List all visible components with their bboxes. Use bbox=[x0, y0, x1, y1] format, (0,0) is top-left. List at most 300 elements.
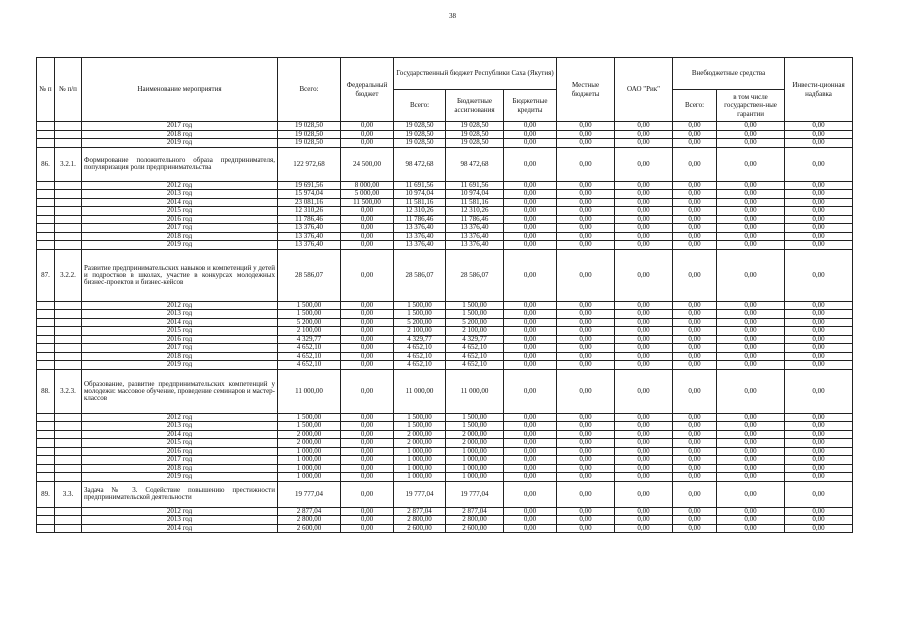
value-cell: 13 376,40 bbox=[278, 232, 341, 241]
row-code bbox=[55, 422, 82, 431]
row-code bbox=[55, 198, 82, 207]
value-cell: 0,00 bbox=[673, 224, 717, 233]
year-label: 2013 год bbox=[82, 310, 278, 319]
activity-name: Задача № 3. Содействие повышению престижности предпринимательской деятельности bbox=[82, 481, 278, 507]
value-cell: 19 777,04 bbox=[446, 481, 504, 507]
value-cell: 0,00 bbox=[615, 344, 673, 353]
value-cell: 0,00 bbox=[717, 215, 785, 224]
year-label: 2014 год bbox=[82, 430, 278, 439]
value-cell: 0,00 bbox=[557, 369, 615, 413]
value-cell: 0,00 bbox=[504, 335, 557, 344]
value-cell: 0,00 bbox=[341, 507, 394, 516]
row-number: 88. bbox=[37, 369, 55, 413]
value-cell: 2 000,00 bbox=[446, 439, 504, 448]
table-header bbox=[37, 58, 853, 122]
value-cell: 0,00 bbox=[504, 413, 557, 422]
value-cell: 0,00 bbox=[673, 439, 717, 448]
value-cell: 0,00 bbox=[504, 207, 557, 216]
value-cell: 0,00 bbox=[615, 335, 673, 344]
year-label: 2014 год bbox=[82, 198, 278, 207]
year-label: 2016 год bbox=[82, 335, 278, 344]
value-cell: 0,00 bbox=[557, 198, 615, 207]
value-cell: 0,00 bbox=[341, 249, 394, 301]
value-cell: 13 376,40 bbox=[394, 232, 446, 241]
value-cell: 0,00 bbox=[673, 524, 717, 533]
value-cell: 12 310,26 bbox=[278, 207, 341, 216]
value-cell: 24 500,00 bbox=[341, 147, 394, 181]
year-label: 2019 год bbox=[82, 361, 278, 370]
value-cell: 0,00 bbox=[615, 301, 673, 310]
value-cell: 0,00 bbox=[504, 130, 557, 139]
value-cell: 1 000,00 bbox=[278, 456, 341, 465]
year-label: 2017 год bbox=[82, 224, 278, 233]
value-cell: 0,00 bbox=[785, 181, 853, 190]
value-cell: 2 000,00 bbox=[278, 439, 341, 448]
value-cell: 0,00 bbox=[504, 241, 557, 250]
value-cell: 1 500,00 bbox=[446, 301, 504, 310]
value-cell: 11 500,00 bbox=[341, 198, 394, 207]
value-cell: 0,00 bbox=[504, 369, 557, 413]
value-cell: 23 081,16 bbox=[278, 198, 341, 207]
value-cell: 11 000,00 bbox=[394, 369, 446, 413]
value-cell: 0,00 bbox=[785, 232, 853, 241]
value-cell: 1 000,00 bbox=[446, 464, 504, 473]
value-cell: 0,00 bbox=[615, 224, 673, 233]
row-code: 3.3. bbox=[55, 481, 82, 507]
value-cell: 98 472,68 bbox=[446, 147, 504, 181]
value-cell: 0,00 bbox=[785, 215, 853, 224]
row-code bbox=[55, 232, 82, 241]
value-cell: 0,00 bbox=[557, 456, 615, 465]
value-cell: 0,00 bbox=[717, 232, 785, 241]
value-cell: 0,00 bbox=[673, 147, 717, 181]
value-cell: 2 100,00 bbox=[394, 327, 446, 336]
value-cell: 11 581,16 bbox=[394, 198, 446, 207]
value-cell: 0,00 bbox=[341, 473, 394, 482]
value-cell: 10 974,04 bbox=[446, 190, 504, 199]
value-cell: 1 500,00 bbox=[394, 310, 446, 319]
value-cell: 13 376,40 bbox=[394, 224, 446, 233]
value-cell: 0,00 bbox=[557, 481, 615, 507]
value-cell: 0,00 bbox=[673, 215, 717, 224]
value-cell: 0,00 bbox=[673, 310, 717, 319]
value-cell: 0,00 bbox=[673, 464, 717, 473]
value-cell: 4 652,10 bbox=[278, 344, 341, 353]
value-cell: 2 100,00 bbox=[446, 327, 504, 336]
value-cell: 11 786,46 bbox=[394, 215, 446, 224]
year-label: 2015 год bbox=[82, 327, 278, 336]
value-cell: 0,00 bbox=[341, 430, 394, 439]
value-cell: 0,00 bbox=[717, 301, 785, 310]
value-cell: 4 652,10 bbox=[278, 361, 341, 370]
value-cell: 0,00 bbox=[673, 190, 717, 199]
value-cell: 0,00 bbox=[785, 447, 853, 456]
row-number bbox=[37, 318, 55, 327]
value-cell: 2 877,04 bbox=[446, 507, 504, 516]
value-cell: 0,00 bbox=[504, 224, 557, 233]
row-number: 87. bbox=[37, 249, 55, 301]
value-cell: 19 028,50 bbox=[394, 139, 446, 148]
row-code bbox=[55, 207, 82, 216]
table-row-activity bbox=[37, 481, 853, 507]
header-state-budget: Государственный бюджет Республики Саха (Якутия) bbox=[394, 58, 557, 90]
value-cell: 0,00 bbox=[717, 524, 785, 533]
year-label: 2018 год bbox=[82, 352, 278, 361]
value-cell: 0,00 bbox=[785, 473, 853, 482]
value-cell: 0,00 bbox=[673, 335, 717, 344]
table-row-activity bbox=[37, 147, 853, 181]
value-cell: 0,00 bbox=[717, 241, 785, 250]
value-cell: 0,00 bbox=[615, 447, 673, 456]
year-label: 2019 год bbox=[82, 473, 278, 482]
value-cell: 1 000,00 bbox=[278, 447, 341, 456]
value-cell: 0,00 bbox=[717, 447, 785, 456]
value-cell: 0,00 bbox=[673, 301, 717, 310]
row-number bbox=[37, 310, 55, 319]
value-cell: 0,00 bbox=[673, 361, 717, 370]
value-cell: 0,00 bbox=[785, 456, 853, 465]
value-cell: 0,00 bbox=[504, 215, 557, 224]
row-number bbox=[37, 361, 55, 370]
value-cell: 0,00 bbox=[785, 422, 853, 431]
value-cell: 0,00 bbox=[341, 224, 394, 233]
row-number bbox=[37, 507, 55, 516]
value-cell: 13 376,40 bbox=[278, 241, 341, 250]
row-number bbox=[37, 413, 55, 422]
value-cell: 1 500,00 bbox=[394, 413, 446, 422]
value-cell: 0,00 bbox=[557, 181, 615, 190]
value-cell: 0,00 bbox=[785, 464, 853, 473]
year-label: 2014 год bbox=[82, 524, 278, 533]
value-cell: 4 652,10 bbox=[446, 344, 504, 353]
value-cell: 0,00 bbox=[341, 516, 394, 525]
year-label: 2013 год bbox=[82, 516, 278, 525]
value-cell: 10 974,04 bbox=[394, 190, 446, 199]
value-cell: 0,00 bbox=[341, 327, 394, 336]
value-cell: 0,00 bbox=[717, 473, 785, 482]
activity-name: Образование, развитие предпринимательских компетенций у молодежи: массовое обучение, проведение семинаров и мастер-классов bbox=[82, 369, 278, 413]
value-cell: 0,00 bbox=[504, 198, 557, 207]
table-row-year bbox=[37, 352, 853, 361]
row-code bbox=[55, 507, 82, 516]
value-cell: 0,00 bbox=[615, 310, 673, 319]
row-code bbox=[55, 139, 82, 148]
value-cell: 0,00 bbox=[504, 439, 557, 448]
row-code bbox=[55, 335, 82, 344]
header-state-credit: Бюджетные кредиты bbox=[504, 90, 557, 122]
row-number bbox=[37, 130, 55, 139]
value-cell: 15 974,04 bbox=[278, 190, 341, 199]
value-cell: 0,00 bbox=[717, 516, 785, 525]
value-cell: 0,00 bbox=[504, 301, 557, 310]
value-cell: 12 310,26 bbox=[394, 207, 446, 216]
row-number bbox=[37, 516, 55, 525]
value-cell: 0,00 bbox=[557, 310, 615, 319]
row-code bbox=[55, 224, 82, 233]
value-cell: 19 028,50 bbox=[278, 130, 341, 139]
year-label: 2012 год bbox=[82, 413, 278, 422]
value-cell: 5 200,00 bbox=[446, 318, 504, 327]
value-cell: 11 691,56 bbox=[394, 181, 446, 190]
value-cell: 2 000,00 bbox=[394, 430, 446, 439]
value-cell: 0,00 bbox=[504, 430, 557, 439]
value-cell: 0,00 bbox=[615, 318, 673, 327]
row-number bbox=[37, 344, 55, 353]
table-row-year bbox=[37, 430, 853, 439]
header-invest: Инвести-ционная надбавка bbox=[785, 58, 853, 122]
value-cell: 0,00 bbox=[504, 139, 557, 148]
value-cell: 0,00 bbox=[615, 352, 673, 361]
value-cell: 122 972,68 bbox=[278, 147, 341, 181]
table-row-year bbox=[37, 456, 853, 465]
table-row-year bbox=[37, 439, 853, 448]
row-number bbox=[37, 207, 55, 216]
table-row-year bbox=[37, 198, 853, 207]
value-cell: 0,00 bbox=[557, 190, 615, 199]
value-cell: 0,00 bbox=[504, 456, 557, 465]
value-cell: 19 777,04 bbox=[394, 481, 446, 507]
value-cell: 4 652,10 bbox=[394, 361, 446, 370]
value-cell: 0,00 bbox=[785, 241, 853, 250]
value-cell: 0,00 bbox=[785, 507, 853, 516]
value-cell: 13 376,40 bbox=[394, 241, 446, 250]
table-row-year bbox=[37, 344, 853, 353]
value-cell: 0,00 bbox=[557, 147, 615, 181]
value-cell: 0,00 bbox=[341, 122, 394, 131]
value-cell: 2 877,04 bbox=[278, 507, 341, 516]
value-cell: 19 028,50 bbox=[446, 130, 504, 139]
value-cell: 0,00 bbox=[504, 310, 557, 319]
value-cell: 0,00 bbox=[341, 524, 394, 533]
value-cell: 0,00 bbox=[785, 249, 853, 301]
value-cell: 13 376,40 bbox=[446, 232, 504, 241]
value-cell: 0,00 bbox=[615, 215, 673, 224]
value-cell: 0,00 bbox=[504, 344, 557, 353]
value-cell: 2 600,00 bbox=[278, 524, 341, 533]
value-cell: 1 000,00 bbox=[394, 464, 446, 473]
year-label: 2015 год bbox=[82, 439, 278, 448]
value-cell: 0,00 bbox=[557, 439, 615, 448]
value-cell: 0,00 bbox=[341, 344, 394, 353]
value-cell: 4 652,10 bbox=[394, 344, 446, 353]
value-cell: 0,00 bbox=[557, 301, 615, 310]
row-number bbox=[37, 122, 55, 131]
value-cell: 0,00 bbox=[557, 232, 615, 241]
value-cell: 1 500,00 bbox=[394, 422, 446, 431]
value-cell: 0,00 bbox=[673, 198, 717, 207]
row-number bbox=[37, 232, 55, 241]
row-code bbox=[55, 327, 82, 336]
value-cell: 0,00 bbox=[785, 198, 853, 207]
row-code bbox=[55, 352, 82, 361]
value-cell: 13 376,40 bbox=[446, 224, 504, 233]
value-cell: 0,00 bbox=[557, 249, 615, 301]
value-cell: 0,00 bbox=[717, 327, 785, 336]
value-cell: 0,00 bbox=[504, 473, 557, 482]
value-cell: 0,00 bbox=[717, 335, 785, 344]
value-cell: 11 786,46 bbox=[278, 215, 341, 224]
value-cell: 0,00 bbox=[615, 422, 673, 431]
value-cell: 0,00 bbox=[785, 301, 853, 310]
row-number bbox=[37, 241, 55, 250]
value-cell: 19 028,50 bbox=[394, 122, 446, 131]
table-row-year bbox=[37, 301, 853, 310]
value-cell: 0,00 bbox=[717, 352, 785, 361]
row-code: 3.2.3. bbox=[55, 369, 82, 413]
value-cell: 0,00 bbox=[341, 139, 394, 148]
table-row-year bbox=[37, 139, 853, 148]
value-cell: 0,00 bbox=[615, 369, 673, 413]
value-cell: 0,00 bbox=[717, 190, 785, 199]
value-cell: 0,00 bbox=[717, 207, 785, 216]
table-row-year bbox=[37, 181, 853, 190]
value-cell: 1 500,00 bbox=[278, 422, 341, 431]
row-number bbox=[37, 181, 55, 190]
value-cell: 0,00 bbox=[341, 310, 394, 319]
value-cell: 4 329,77 bbox=[446, 335, 504, 344]
value-cell: 0,00 bbox=[504, 447, 557, 456]
value-cell: 0,00 bbox=[341, 318, 394, 327]
value-cell: 0,00 bbox=[717, 310, 785, 319]
value-cell: 0,00 bbox=[615, 413, 673, 422]
value-cell: 0,00 bbox=[673, 507, 717, 516]
year-label: 2013 год bbox=[82, 190, 278, 199]
table-row-year bbox=[37, 524, 853, 533]
value-cell: 0,00 bbox=[504, 327, 557, 336]
value-cell: 0,00 bbox=[615, 327, 673, 336]
activity-name: Развитие предпринимательских навыков и компетенций у детей и подростков в школах, участие в конкурсах молодежных бизнес-проектов и бизнес-кейсов bbox=[82, 249, 278, 301]
value-cell: 0,00 bbox=[673, 516, 717, 525]
row-number bbox=[37, 447, 55, 456]
value-cell: 0,00 bbox=[717, 318, 785, 327]
value-cell: 0,00 bbox=[557, 430, 615, 439]
value-cell: 0,00 bbox=[673, 232, 717, 241]
row-code bbox=[55, 456, 82, 465]
value-cell: 0,00 bbox=[341, 241, 394, 250]
value-cell: 1 500,00 bbox=[446, 422, 504, 431]
value-cell: 28 586,07 bbox=[446, 249, 504, 301]
table-row-year bbox=[37, 224, 853, 233]
value-cell: 0,00 bbox=[717, 422, 785, 431]
value-cell: 19 028,50 bbox=[446, 139, 504, 148]
value-cell: 0,00 bbox=[557, 327, 615, 336]
value-cell: 0,00 bbox=[673, 130, 717, 139]
row-number bbox=[37, 190, 55, 199]
value-cell: 19 028,50 bbox=[446, 122, 504, 131]
table-row-year bbox=[37, 241, 853, 250]
value-cell: 0,00 bbox=[341, 369, 394, 413]
value-cell: 0,00 bbox=[717, 464, 785, 473]
table-row-year bbox=[37, 327, 853, 336]
value-cell: 0,00 bbox=[557, 207, 615, 216]
activity-name: Формирование положительного образа предпринимателя, популяризация роли предпринимательства bbox=[82, 147, 278, 181]
value-cell: 0,00 bbox=[341, 232, 394, 241]
value-cell: 0,00 bbox=[504, 524, 557, 533]
value-cell: 19 028,50 bbox=[278, 139, 341, 148]
value-cell: 0,00 bbox=[504, 190, 557, 199]
row-code bbox=[55, 215, 82, 224]
value-cell: 0,00 bbox=[341, 130, 394, 139]
value-cell: 0,00 bbox=[341, 464, 394, 473]
value-cell: 0,00 bbox=[717, 430, 785, 439]
value-cell: 0,00 bbox=[615, 481, 673, 507]
year-label: 2017 год bbox=[82, 456, 278, 465]
header-extra-guar: в том числе государствен-ные гарантии bbox=[717, 90, 785, 122]
table-row-year bbox=[37, 190, 853, 199]
row-code bbox=[55, 310, 82, 319]
value-cell: 4 652,10 bbox=[278, 352, 341, 361]
row-number bbox=[37, 224, 55, 233]
value-cell: 0,00 bbox=[615, 122, 673, 131]
value-cell: 0,00 bbox=[615, 439, 673, 448]
value-cell: 11 000,00 bbox=[446, 369, 504, 413]
table-row-year bbox=[37, 232, 853, 241]
row-code bbox=[55, 439, 82, 448]
year-label: 2018 год bbox=[82, 232, 278, 241]
value-cell: 2 600,00 bbox=[394, 524, 446, 533]
value-cell: 0,00 bbox=[785, 190, 853, 199]
value-cell: 0,00 bbox=[785, 430, 853, 439]
value-cell: 0,00 bbox=[557, 344, 615, 353]
table-row-activity bbox=[37, 249, 853, 301]
value-cell: 0,00 bbox=[615, 190, 673, 199]
value-cell: 0,00 bbox=[785, 310, 853, 319]
row-number bbox=[37, 352, 55, 361]
table-row-year bbox=[37, 361, 853, 370]
value-cell: 0,00 bbox=[673, 181, 717, 190]
header-no: № п bbox=[37, 58, 55, 122]
value-cell: 0,00 bbox=[673, 422, 717, 431]
value-cell: 2 800,00 bbox=[278, 516, 341, 525]
value-cell: 0,00 bbox=[717, 481, 785, 507]
year-label: 2019 год bbox=[82, 139, 278, 148]
value-cell: 0,00 bbox=[785, 327, 853, 336]
value-cell: 13 376,40 bbox=[278, 224, 341, 233]
value-cell: 0,00 bbox=[785, 224, 853, 233]
value-cell: 0,00 bbox=[785, 344, 853, 353]
table-row-year bbox=[37, 122, 853, 131]
budget-table bbox=[36, 57, 853, 533]
row-number bbox=[37, 301, 55, 310]
value-cell: 0,00 bbox=[673, 456, 717, 465]
value-cell: 0,00 bbox=[341, 207, 394, 216]
row-code bbox=[55, 473, 82, 482]
header-state-total: Всего: bbox=[394, 90, 446, 122]
row-code: 3.2.1. bbox=[55, 147, 82, 181]
row-code bbox=[55, 344, 82, 353]
table-row-year bbox=[37, 310, 853, 319]
year-label: 2017 год bbox=[82, 344, 278, 353]
table-row-year bbox=[37, 130, 853, 139]
year-label: 2014 год bbox=[82, 318, 278, 327]
value-cell: 0,00 bbox=[785, 524, 853, 533]
value-cell: 0,00 bbox=[615, 130, 673, 139]
year-label: 2017 год bbox=[82, 122, 278, 131]
value-cell: 0,00 bbox=[557, 122, 615, 131]
value-cell: 0,00 bbox=[717, 181, 785, 190]
value-cell: 19 691,56 bbox=[278, 181, 341, 190]
page-number: 38 bbox=[449, 12, 456, 20]
value-cell: 0,00 bbox=[673, 369, 717, 413]
value-cell: 0,00 bbox=[717, 439, 785, 448]
value-cell: 0,00 bbox=[673, 352, 717, 361]
value-cell: 0,00 bbox=[785, 481, 853, 507]
value-cell: 2 000,00 bbox=[446, 430, 504, 439]
value-cell: 0,00 bbox=[673, 344, 717, 353]
value-cell: 11 581,16 bbox=[446, 198, 504, 207]
value-cell: 0,00 bbox=[673, 249, 717, 301]
value-cell: 8 000,00 bbox=[341, 181, 394, 190]
